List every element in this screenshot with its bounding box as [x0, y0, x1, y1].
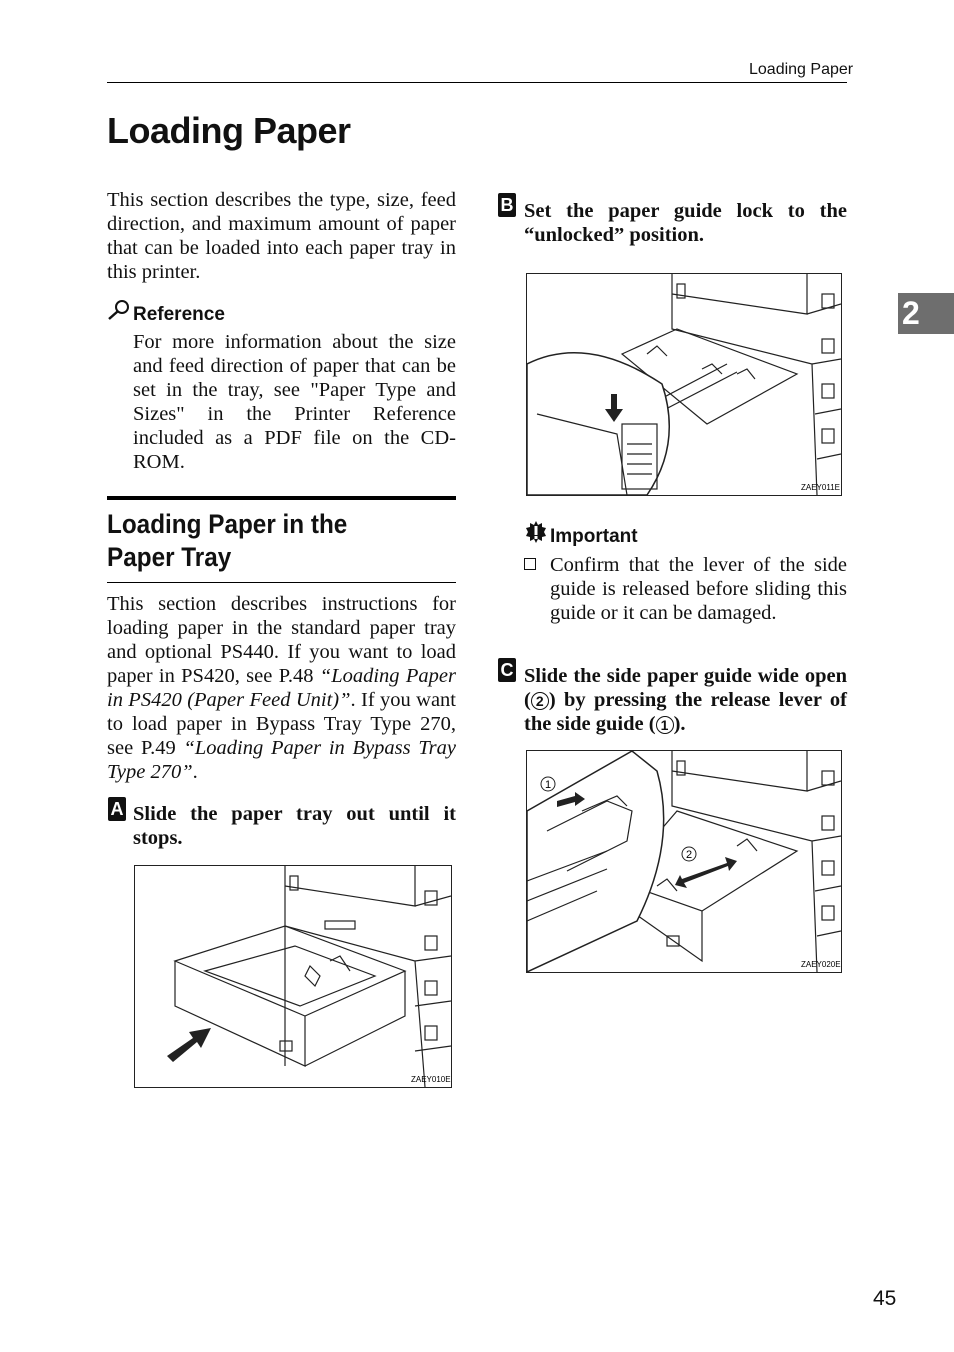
step-number-b: B	[498, 193, 516, 217]
page-number: 45	[873, 1287, 897, 1310]
figure-code-b: ZAEY011E	[801, 483, 840, 492]
figure-tray-pull-out	[134, 865, 452, 1088]
chapter-tab: 2	[898, 293, 954, 334]
checkbox-bullet	[524, 553, 550, 625]
important-item: Confirm that the lever of the side guide is released before sliding this guide or it can be damaged.	[550, 554, 847, 624]
important-block	[524, 520, 847, 625]
reference-text: For more information about the size and feed direction of paper that can be set in the tray, see "Paper Type and Sizes" in the Printer Reference included as a PDF file on the CD-ROM.	[133, 331, 456, 473]
circled-2: 2	[531, 692, 549, 710]
link-ps420[interactable]: “Loading Paper in PS420 (Paper Feed Unit)”	[107, 665, 456, 711]
figure-code-c: ZAEY020E	[801, 960, 841, 969]
step-number-c: C	[498, 658, 516, 682]
figure-code-a: ZAEY010E	[411, 1075, 451, 1084]
header-rule	[107, 82, 847, 83]
section-body: This section describes instructions for loading paper in the standard paper tray and optional PS440. If you want to load paper in PS420, see P.48 “Loading Paper in PS420 (Paper Feed Unit)”. If you want to load paper in Bypass Tray Type 270, see P.49 “Loading Paper in Bypass Tray Type 270”.	[107, 593, 456, 783]
step-number-a: A	[108, 797, 126, 821]
circled-1: 1	[656, 716, 674, 734]
section-rule-top	[107, 496, 456, 500]
page-title: Loading Paper	[107, 110, 351, 151]
callout-1: 1	[544, 779, 552, 791]
running-header: Loading Paper	[749, 61, 854, 78]
step-text-c: Slide the side paper guide wide open ( 2 ) by pressing the release lever of the side guide ( 1 ).	[524, 665, 847, 735]
important-icon	[524, 520, 548, 549]
figure-side-guide	[526, 750, 842, 973]
reference-block	[107, 298, 456, 474]
section-rule-bottom	[107, 582, 456, 583]
important-heading: Important	[550, 525, 638, 547]
figure-guide-lock	[526, 273, 842, 496]
reference-heading: Reference	[133, 304, 225, 325]
magnifier-icon	[107, 299, 131, 326]
callout-2: 2	[685, 849, 693, 861]
step-text-b: Set the paper guide lock to the “unlocked” position.	[524, 200, 847, 246]
step-text-a: Slide the paper tray out until it stops.	[133, 803, 456, 849]
section-title: Loading Paper in the Paper Tray	[107, 509, 348, 572]
intro-paragraph: This section describes the type, size, feed direction, and maximum amount of paper that can be loaded into each paper tray in this printer.	[107, 189, 456, 283]
link-bypass-tray[interactable]: “Loading Paper in Bypass Tray Type 270”	[107, 737, 456, 783]
